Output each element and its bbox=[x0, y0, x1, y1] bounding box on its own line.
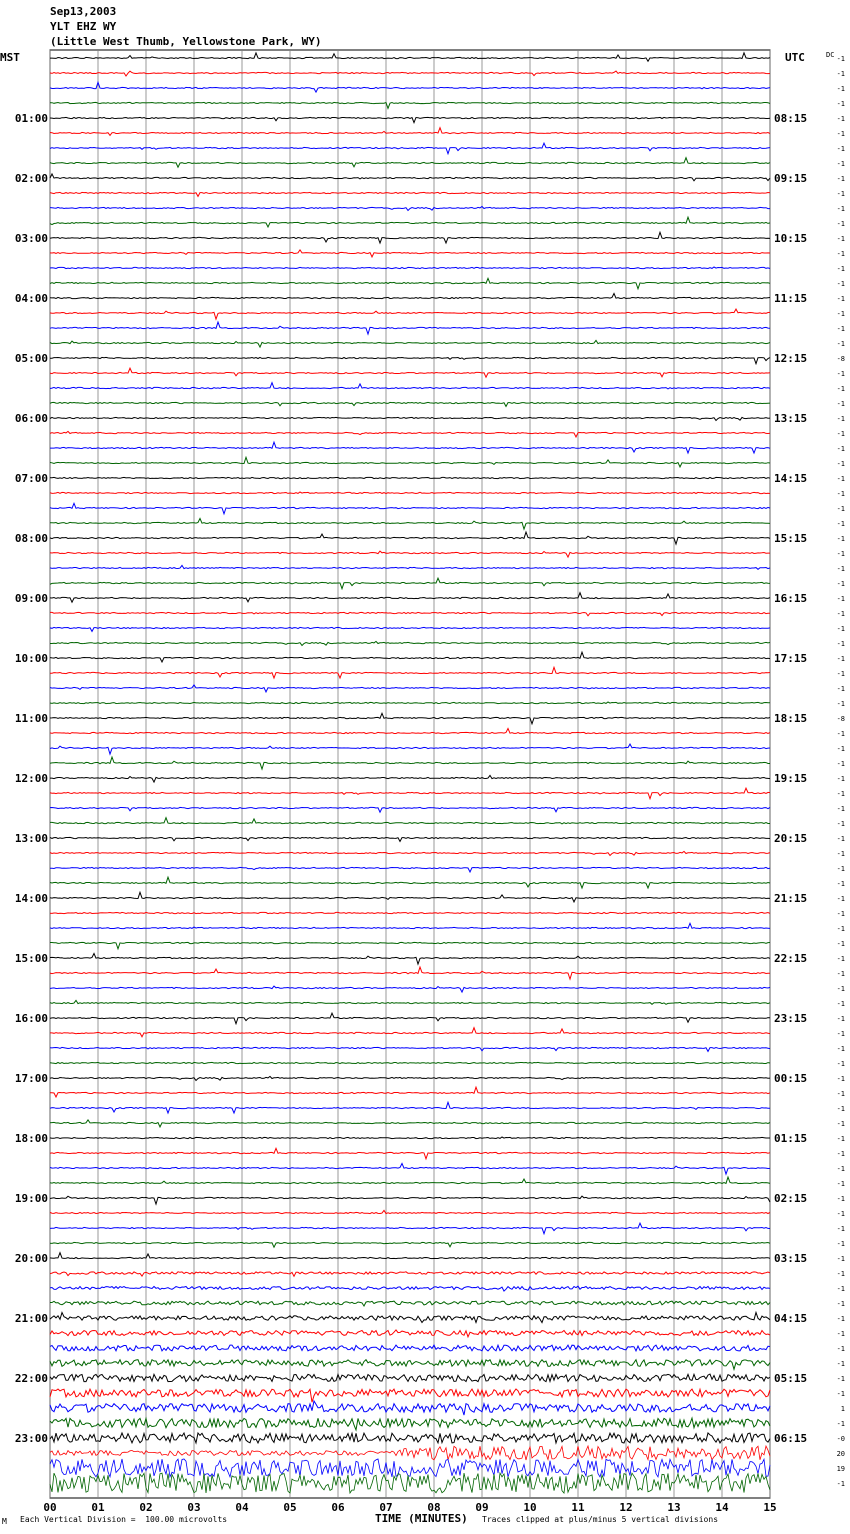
trace-row-68 bbox=[50, 1076, 770, 1080]
right-hour-label: 10:15 bbox=[774, 232, 808, 245]
dc-header: DC bbox=[826, 51, 835, 59]
trace-rows bbox=[50, 53, 770, 1493]
trace-row-61 bbox=[50, 967, 770, 979]
dc-offset-value: -1 bbox=[836, 1090, 845, 1098]
left-hour-label: 09:00 bbox=[14, 592, 48, 605]
dc-offset-value: -1 bbox=[836, 1390, 845, 1398]
trace-row-71 bbox=[50, 1120, 770, 1127]
trace-row-34 bbox=[50, 565, 770, 569]
trace-row-79 bbox=[50, 1242, 770, 1247]
trace-row-12 bbox=[50, 232, 770, 243]
dc-offset-column bbox=[837, 55, 845, 1488]
right-hour-label: 06:15 bbox=[774, 1432, 808, 1445]
trace-row-44 bbox=[50, 713, 770, 724]
trace-row-60 bbox=[50, 954, 770, 965]
right-hour-label: 12:15 bbox=[774, 352, 808, 365]
left-hour-label: 22:00 bbox=[14, 1372, 48, 1385]
left-hour-label: 01:00 bbox=[14, 112, 48, 125]
dc-offset-value: -1 bbox=[836, 430, 845, 438]
dc-offset-value: -1 bbox=[836, 1210, 845, 1218]
trace-row-24 bbox=[50, 417, 770, 420]
dc-offset-value: -1 bbox=[836, 310, 845, 318]
trace-row-64 bbox=[50, 1013, 770, 1024]
dc-offset-value: -1 bbox=[836, 475, 845, 483]
trace-row-78 bbox=[50, 1223, 770, 1234]
dc-offset-value: -1 bbox=[836, 505, 845, 513]
dc-offset-value: -1 bbox=[836, 1060, 845, 1068]
left-hour-label: 02:00 bbox=[14, 172, 48, 185]
trace-row-62 bbox=[50, 986, 770, 992]
trace-row-9 bbox=[50, 192, 770, 196]
dc-offset-value: -1 bbox=[836, 1225, 845, 1233]
right-hour-label: 17:15 bbox=[774, 652, 808, 665]
dc-offset-value: -1 bbox=[836, 70, 845, 78]
dc-offset-value: -1 bbox=[836, 625, 845, 633]
trace-row-38 bbox=[50, 627, 770, 631]
trace-row-7 bbox=[50, 158, 770, 168]
trace-row-90 bbox=[50, 1401, 770, 1415]
dc-offset-value: -1 bbox=[836, 970, 845, 978]
trace-row-72 bbox=[50, 1137, 770, 1139]
right-hour-labels bbox=[774, 112, 807, 1445]
trace-row-4 bbox=[50, 117, 770, 122]
trace-row-32 bbox=[50, 532, 770, 544]
right-hour-label: 15:15 bbox=[774, 532, 808, 545]
corner-mark: M bbox=[2, 1517, 7, 1526]
trace-row-36 bbox=[50, 593, 770, 603]
trace-row-48 bbox=[50, 775, 770, 782]
right-hour-label: 09:15 bbox=[774, 172, 808, 185]
right-hour-label: 22:15 bbox=[774, 952, 808, 965]
trace-row-67 bbox=[50, 1062, 770, 1063]
right-hour-label: 00:15 bbox=[774, 1072, 808, 1085]
right-timezone-label: UTC bbox=[785, 51, 805, 64]
dc-offset-value: -1 bbox=[836, 895, 845, 903]
left-hour-label: 13:00 bbox=[14, 832, 48, 845]
trace-row-18 bbox=[50, 322, 770, 334]
dc-offset-value: -1 bbox=[836, 1375, 845, 1383]
dc-offset-value: -1 bbox=[836, 1480, 845, 1488]
trace-row-14 bbox=[50, 267, 770, 269]
dc-offset-value: -1 bbox=[836, 1030, 845, 1038]
x-tick-label: 01 bbox=[91, 1501, 105, 1514]
x-tick-label: 03 bbox=[187, 1501, 201, 1514]
trace-row-26 bbox=[50, 442, 770, 453]
trace-row-83 bbox=[50, 1301, 770, 1306]
trace-row-27 bbox=[50, 457, 770, 467]
dc-offset-value: -1 bbox=[836, 85, 845, 93]
right-hour-label: 08:15 bbox=[774, 112, 808, 125]
dc-offset-value: -1 bbox=[836, 700, 845, 708]
left-hour-label: 21:00 bbox=[14, 1312, 48, 1325]
trace-row-59 bbox=[50, 942, 770, 948]
trace-row-80 bbox=[50, 1253, 770, 1259]
dc-offset-value: -1 bbox=[836, 1015, 845, 1023]
trace-row-21 bbox=[50, 368, 770, 377]
dc-offset-value: -1 bbox=[836, 445, 845, 453]
dc-offset-value: -1 bbox=[836, 730, 845, 738]
chart-location: (Little West Thumb, Yellowstone Park, WY) bbox=[50, 35, 322, 48]
dc-offset-value: -1 bbox=[836, 460, 845, 468]
trace-row-42 bbox=[50, 685, 770, 692]
trace-row-35 bbox=[50, 578, 770, 589]
dc-offset-value: -1 bbox=[836, 745, 845, 753]
trace-row-6 bbox=[50, 143, 770, 154]
trace-row-37 bbox=[50, 612, 770, 615]
dc-offset-value: -1 bbox=[836, 115, 845, 123]
dc-offset-value: -1 bbox=[836, 1285, 845, 1293]
dc-offset-value: -1 bbox=[836, 550, 845, 558]
trace-row-52 bbox=[50, 837, 770, 841]
trace-row-10 bbox=[50, 206, 770, 210]
trace-row-74 bbox=[50, 1164, 770, 1175]
dc-offset-value: -1 bbox=[836, 1120, 845, 1128]
right-hour-label: 11:15 bbox=[774, 292, 808, 305]
dc-offset-value: -1 bbox=[836, 610, 845, 618]
trace-row-87 bbox=[50, 1360, 770, 1370]
trace-row-40 bbox=[50, 652, 770, 662]
left-hour-label: 15:00 bbox=[14, 952, 48, 965]
dc-offset-value: -1 bbox=[836, 640, 845, 648]
trace-row-73 bbox=[50, 1148, 770, 1159]
dc-offset-value: -1 bbox=[836, 250, 845, 258]
dc-offset-value: -1 bbox=[836, 1420, 845, 1428]
trace-row-31 bbox=[50, 519, 770, 530]
dc-offset-value: -1 bbox=[836, 265, 845, 273]
trace-row-91 bbox=[50, 1418, 770, 1430]
clip-note: Traces clipped at plus/minus 5 vertical divisions bbox=[482, 1515, 719, 1524]
dc-offset-value: -1 bbox=[836, 775, 845, 783]
dc-offset-value: -1 bbox=[836, 1255, 845, 1263]
dc-offset-value: -1 bbox=[836, 145, 845, 153]
dc-offset-value: -1 bbox=[836, 130, 845, 138]
trace-row-3 bbox=[50, 102, 770, 108]
right-hour-label: 16:15 bbox=[774, 592, 808, 605]
trace-row-17 bbox=[50, 309, 770, 319]
dc-offset-value: -1 bbox=[836, 280, 845, 288]
left-hour-label: 04:00 bbox=[14, 292, 48, 305]
trace-row-41 bbox=[50, 667, 770, 678]
trace-row-39 bbox=[50, 641, 770, 645]
dc-offset-value: -1 bbox=[836, 370, 845, 378]
dc-offset-value: -1 bbox=[836, 160, 845, 168]
right-hour-label: 01:15 bbox=[774, 1132, 808, 1145]
right-hour-label: 19:15 bbox=[774, 772, 808, 785]
left-hour-label: 10:00 bbox=[14, 652, 48, 665]
dc-offset-value: -1 bbox=[836, 235, 845, 243]
dc-offset-value: -1 bbox=[836, 565, 845, 573]
trace-row-49 bbox=[50, 788, 770, 799]
trace-row-86 bbox=[50, 1345, 770, 1351]
trace-row-84 bbox=[50, 1313, 770, 1323]
dc-offset-value: -1 bbox=[836, 985, 845, 993]
x-tick-label: 05 bbox=[283, 1501, 297, 1514]
x-tick-label: 12 bbox=[619, 1501, 633, 1514]
left-hour-label: 16:00 bbox=[14, 1012, 48, 1025]
dc-offset-value: -1 bbox=[836, 1315, 845, 1323]
x-tick-label: 13 bbox=[667, 1501, 681, 1514]
dc-offset-value: -1 bbox=[836, 400, 845, 408]
dc-offset-value: 1 bbox=[840, 1405, 845, 1413]
left-hour-label: 06:00 bbox=[14, 412, 48, 425]
dc-offset-value: -1 bbox=[836, 850, 845, 858]
x-tick-label: 04 bbox=[235, 1501, 249, 1514]
x-tick-label: 10 bbox=[523, 1501, 537, 1514]
dc-offset-value: -1 bbox=[836, 1105, 845, 1113]
dc-offset-value: -1 bbox=[836, 190, 845, 198]
dc-offset-value: -1 bbox=[836, 1165, 845, 1173]
x-tick-label: 15 bbox=[763, 1501, 777, 1514]
x-axis-title: TIME (MINUTES) bbox=[375, 1512, 468, 1525]
left-timezone-label: MST bbox=[0, 51, 20, 64]
dc-offset-value: -1 bbox=[836, 205, 845, 213]
trace-row-13 bbox=[50, 250, 770, 257]
right-hour-label: 05:15 bbox=[774, 1372, 808, 1385]
trace-row-47 bbox=[50, 757, 770, 769]
dc-offset-value: 20 bbox=[836, 1450, 845, 1458]
trace-row-57 bbox=[50, 912, 770, 913]
trace-row-54 bbox=[50, 867, 770, 872]
trace-row-56 bbox=[50, 892, 770, 902]
x-tick-label: 00 bbox=[43, 1501, 57, 1514]
trace-row-81 bbox=[50, 1272, 770, 1277]
trace-row-77 bbox=[50, 1210, 770, 1213]
x-tick-label: 14 bbox=[715, 1501, 729, 1514]
dc-offset-value: -1 bbox=[836, 925, 845, 933]
trace-row-19 bbox=[50, 340, 770, 347]
dc-offset-value: -1 bbox=[836, 1345, 845, 1353]
dc-offset-value: -1 bbox=[836, 880, 845, 888]
dc-offset-value: -1 bbox=[836, 670, 845, 678]
trace-row-23 bbox=[50, 402, 770, 406]
dc-offset-value: -1 bbox=[836, 340, 845, 348]
dc-offset-value: -1 bbox=[836, 295, 845, 303]
x-tick-label: 07 bbox=[379, 1501, 393, 1514]
dc-offset-value: -1 bbox=[836, 415, 845, 423]
dc-offset-value: -1 bbox=[836, 1000, 845, 1008]
dc-offset-value: -1 bbox=[836, 805, 845, 813]
trace-row-58 bbox=[50, 923, 770, 928]
dc-offset-value: -1 bbox=[836, 1180, 845, 1188]
left-hour-label: 11:00 bbox=[14, 712, 48, 725]
left-hour-label: 07:00 bbox=[14, 472, 48, 485]
dc-offset-value: -1 bbox=[836, 685, 845, 693]
dc-offset-value: -1 bbox=[836, 595, 845, 603]
trace-row-8 bbox=[50, 174, 770, 181]
dc-offset-value: -1 bbox=[836, 790, 845, 798]
dc-offset-value: -1 bbox=[836, 1270, 845, 1278]
dc-offset-value: -1 bbox=[836, 820, 845, 828]
trace-row-33 bbox=[50, 551, 770, 557]
trace-row-51 bbox=[50, 818, 770, 824]
scale-note: Each Vertical Division = 100.00 microvolts bbox=[20, 1515, 228, 1524]
right-hour-label: 18:15 bbox=[774, 712, 808, 725]
trace-row-93 bbox=[50, 1446, 770, 1460]
dc-offset-value: -1 bbox=[836, 835, 845, 843]
left-hour-labels bbox=[15, 112, 48, 1445]
left-hour-label: 05:00 bbox=[14, 352, 48, 365]
trace-row-25 bbox=[50, 431, 770, 437]
dc-offset-value: -1 bbox=[836, 490, 845, 498]
dc-offset-value: -1 bbox=[836, 1240, 845, 1248]
right-hour-label: 21:15 bbox=[774, 892, 808, 905]
trace-row-15 bbox=[50, 278, 770, 289]
dc-offset-value: -1 bbox=[836, 175, 845, 183]
dc-offset-value: -1 bbox=[836, 865, 845, 873]
trace-row-65 bbox=[50, 1028, 770, 1037]
dc-offset-value: -1 bbox=[836, 655, 845, 663]
trace-row-5 bbox=[50, 128, 770, 136]
trace-row-53 bbox=[50, 851, 770, 855]
right-hour-label: 14:15 bbox=[774, 472, 808, 485]
x-tick-label: 08 bbox=[427, 1501, 441, 1514]
left-hour-label: 19:00 bbox=[14, 1192, 48, 1205]
x-tick-label: 11 bbox=[571, 1501, 585, 1514]
dc-offset-value: -1 bbox=[836, 580, 845, 588]
trace-row-29 bbox=[50, 492, 770, 494]
left-hour-label: 23:00 bbox=[14, 1432, 48, 1445]
dc-offset-value: -1 bbox=[836, 1045, 845, 1053]
trace-row-82 bbox=[50, 1286, 770, 1291]
left-hour-label: 18:00 bbox=[14, 1132, 48, 1145]
trace-row-11 bbox=[50, 217, 770, 227]
x-tick-label: 02 bbox=[139, 1501, 153, 1514]
right-hour-label: 20:15 bbox=[774, 832, 808, 845]
chart-date: Sep13,2003 bbox=[50, 5, 117, 18]
trace-row-22 bbox=[50, 383, 770, 389]
trace-row-92 bbox=[50, 1433, 770, 1443]
right-hour-label: 23:15 bbox=[774, 1012, 808, 1025]
trace-row-89 bbox=[50, 1389, 770, 1402]
dc-offset-value: -1 bbox=[836, 940, 845, 948]
left-hour-label: 03:00 bbox=[14, 232, 48, 245]
dc-offset-value: -1 bbox=[836, 955, 845, 963]
trace-row-70 bbox=[50, 1102, 770, 1113]
dc-offset-value: 19 bbox=[836, 1465, 845, 1473]
dc-offset-value: -1 bbox=[836, 1135, 845, 1143]
dc-offset-value: -1 bbox=[836, 1195, 845, 1203]
right-hour-label: 03:15 bbox=[774, 1252, 808, 1265]
trace-row-45 bbox=[50, 729, 770, 734]
left-hour-label: 08:00 bbox=[14, 532, 48, 545]
dc-offset-value: -1 bbox=[836, 1360, 845, 1368]
dc-offset-value: -8 bbox=[836, 355, 845, 363]
dc-offset-value: -1 bbox=[836, 910, 845, 918]
dc-offset-value: -1 bbox=[836, 325, 845, 333]
left-hour-label: 20:00 bbox=[14, 1252, 48, 1265]
right-hour-label: 04:15 bbox=[774, 1312, 808, 1325]
dc-offset-value: -0 bbox=[836, 1435, 845, 1443]
dc-offset-value: -1 bbox=[836, 1075, 845, 1083]
trace-row-30 bbox=[50, 503, 770, 514]
dc-offset-value: -1 bbox=[836, 55, 845, 63]
trace-row-66 bbox=[50, 1047, 770, 1051]
trace-row-85 bbox=[50, 1330, 770, 1337]
dc-offset-value: -1 bbox=[836, 1300, 845, 1308]
trace-row-2 bbox=[50, 82, 770, 92]
dc-offset-value: -1 bbox=[836, 385, 845, 393]
right-hour-label: 13:15 bbox=[774, 412, 808, 425]
trace-row-55 bbox=[50, 877, 770, 888]
dc-offset-value: -1 bbox=[836, 220, 845, 228]
trace-row-16 bbox=[50, 294, 770, 299]
trace-row-1 bbox=[50, 71, 770, 76]
left-hour-label: 12:00 bbox=[14, 772, 48, 785]
left-hour-label: 14:00 bbox=[14, 892, 48, 905]
dc-offset-value: -1 bbox=[836, 760, 845, 768]
trace-row-0 bbox=[50, 53, 770, 62]
trace-row-75 bbox=[50, 1177, 770, 1184]
trace-row-50 bbox=[50, 807, 770, 812]
trace-row-46 bbox=[50, 744, 770, 754]
chart-station: YLT EHZ WY bbox=[50, 20, 117, 33]
dc-offset-value: -1 bbox=[836, 1150, 845, 1158]
trace-row-28 bbox=[50, 477, 770, 478]
dc-offset-value: -1 bbox=[836, 1330, 845, 1338]
trace-row-63 bbox=[50, 1000, 770, 1004]
trace-row-88 bbox=[50, 1374, 770, 1382]
trace-row-69 bbox=[50, 1087, 770, 1097]
left-hour-label: 17:00 bbox=[14, 1072, 48, 1085]
dc-offset-value: -8 bbox=[836, 715, 845, 723]
right-hour-label: 02:15 bbox=[774, 1192, 808, 1205]
dc-offset-value: -1 bbox=[836, 535, 845, 543]
trace-row-43 bbox=[50, 702, 770, 704]
trace-row-76 bbox=[50, 1196, 770, 1204]
dc-offset-value: -1 bbox=[836, 520, 845, 528]
trace-row-20 bbox=[50, 357, 770, 363]
x-tick-label: 09 bbox=[475, 1501, 489, 1514]
dc-offset-value: -1 bbox=[836, 100, 845, 108]
x-tick-label: 06 bbox=[331, 1501, 345, 1514]
